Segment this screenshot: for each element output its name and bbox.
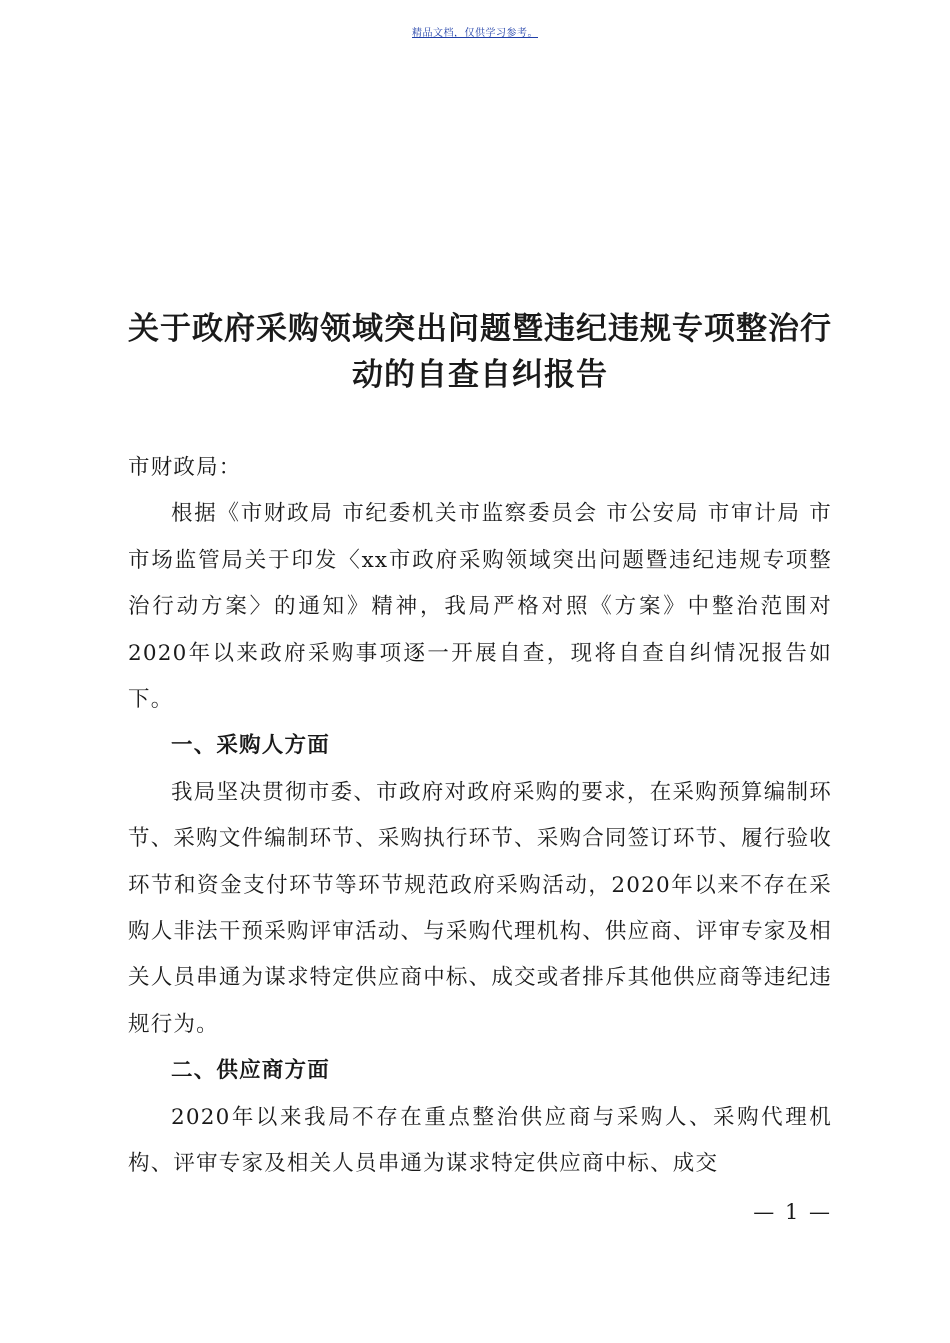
section-heading-supplier: 二、供应商方面 — [171, 1058, 330, 1084]
section-heading-purchaser: 一、采购人方面 — [171, 733, 330, 759]
page-number: — 1 — — [753, 1200, 832, 1224]
section-paragraph-supplier: 2020年以来我局不存在重点整治供应商与采购人、采购代理机构、评审专家及相关人员串通为谋求特定供应商中标、成交 — [128, 1104, 832, 1177]
section-paragraph-purchaser: 我局坚决贯彻市委、市政府对政府采购的要求，在采购预算编制环节、采购文件编制环节、采购执行环节、采购合同签订环节、履行验收环节和资金支付环节等环节规范政府采购活动，2020年以来不存在采购人非法干预采购评审活动、与采购代理机构、供应商、评审专家及相关人员串通为谋求特定供应商中标、成交或者排斥其他供应商等违纪违规行为。 — [128, 779, 832, 1037]
salutation: 市财政局： — [128, 455, 242, 480]
watermark-link[interactable]: 精品文档，仅供学习参考。 — [412, 28, 538, 39]
document-title: 关于政府采购领域突出问题暨违纪违规专项整治行动的自查自纠报告 — [128, 311, 832, 393]
intro-paragraph: 根据《市财政局 市纪委机关市监察委员会 市公安局 市审计局 市市场监管局关于印发〈xx市政府采购领域突出问题暨违纪违规专项整治行动方案〉的通知》精神，我局严格对照《方案》中整治范围对2020年以来政府采购事项逐一开展自查，现将自查自纠情况报告如下。 — [128, 501, 832, 713]
document-body — [128, 445, 832, 1188]
